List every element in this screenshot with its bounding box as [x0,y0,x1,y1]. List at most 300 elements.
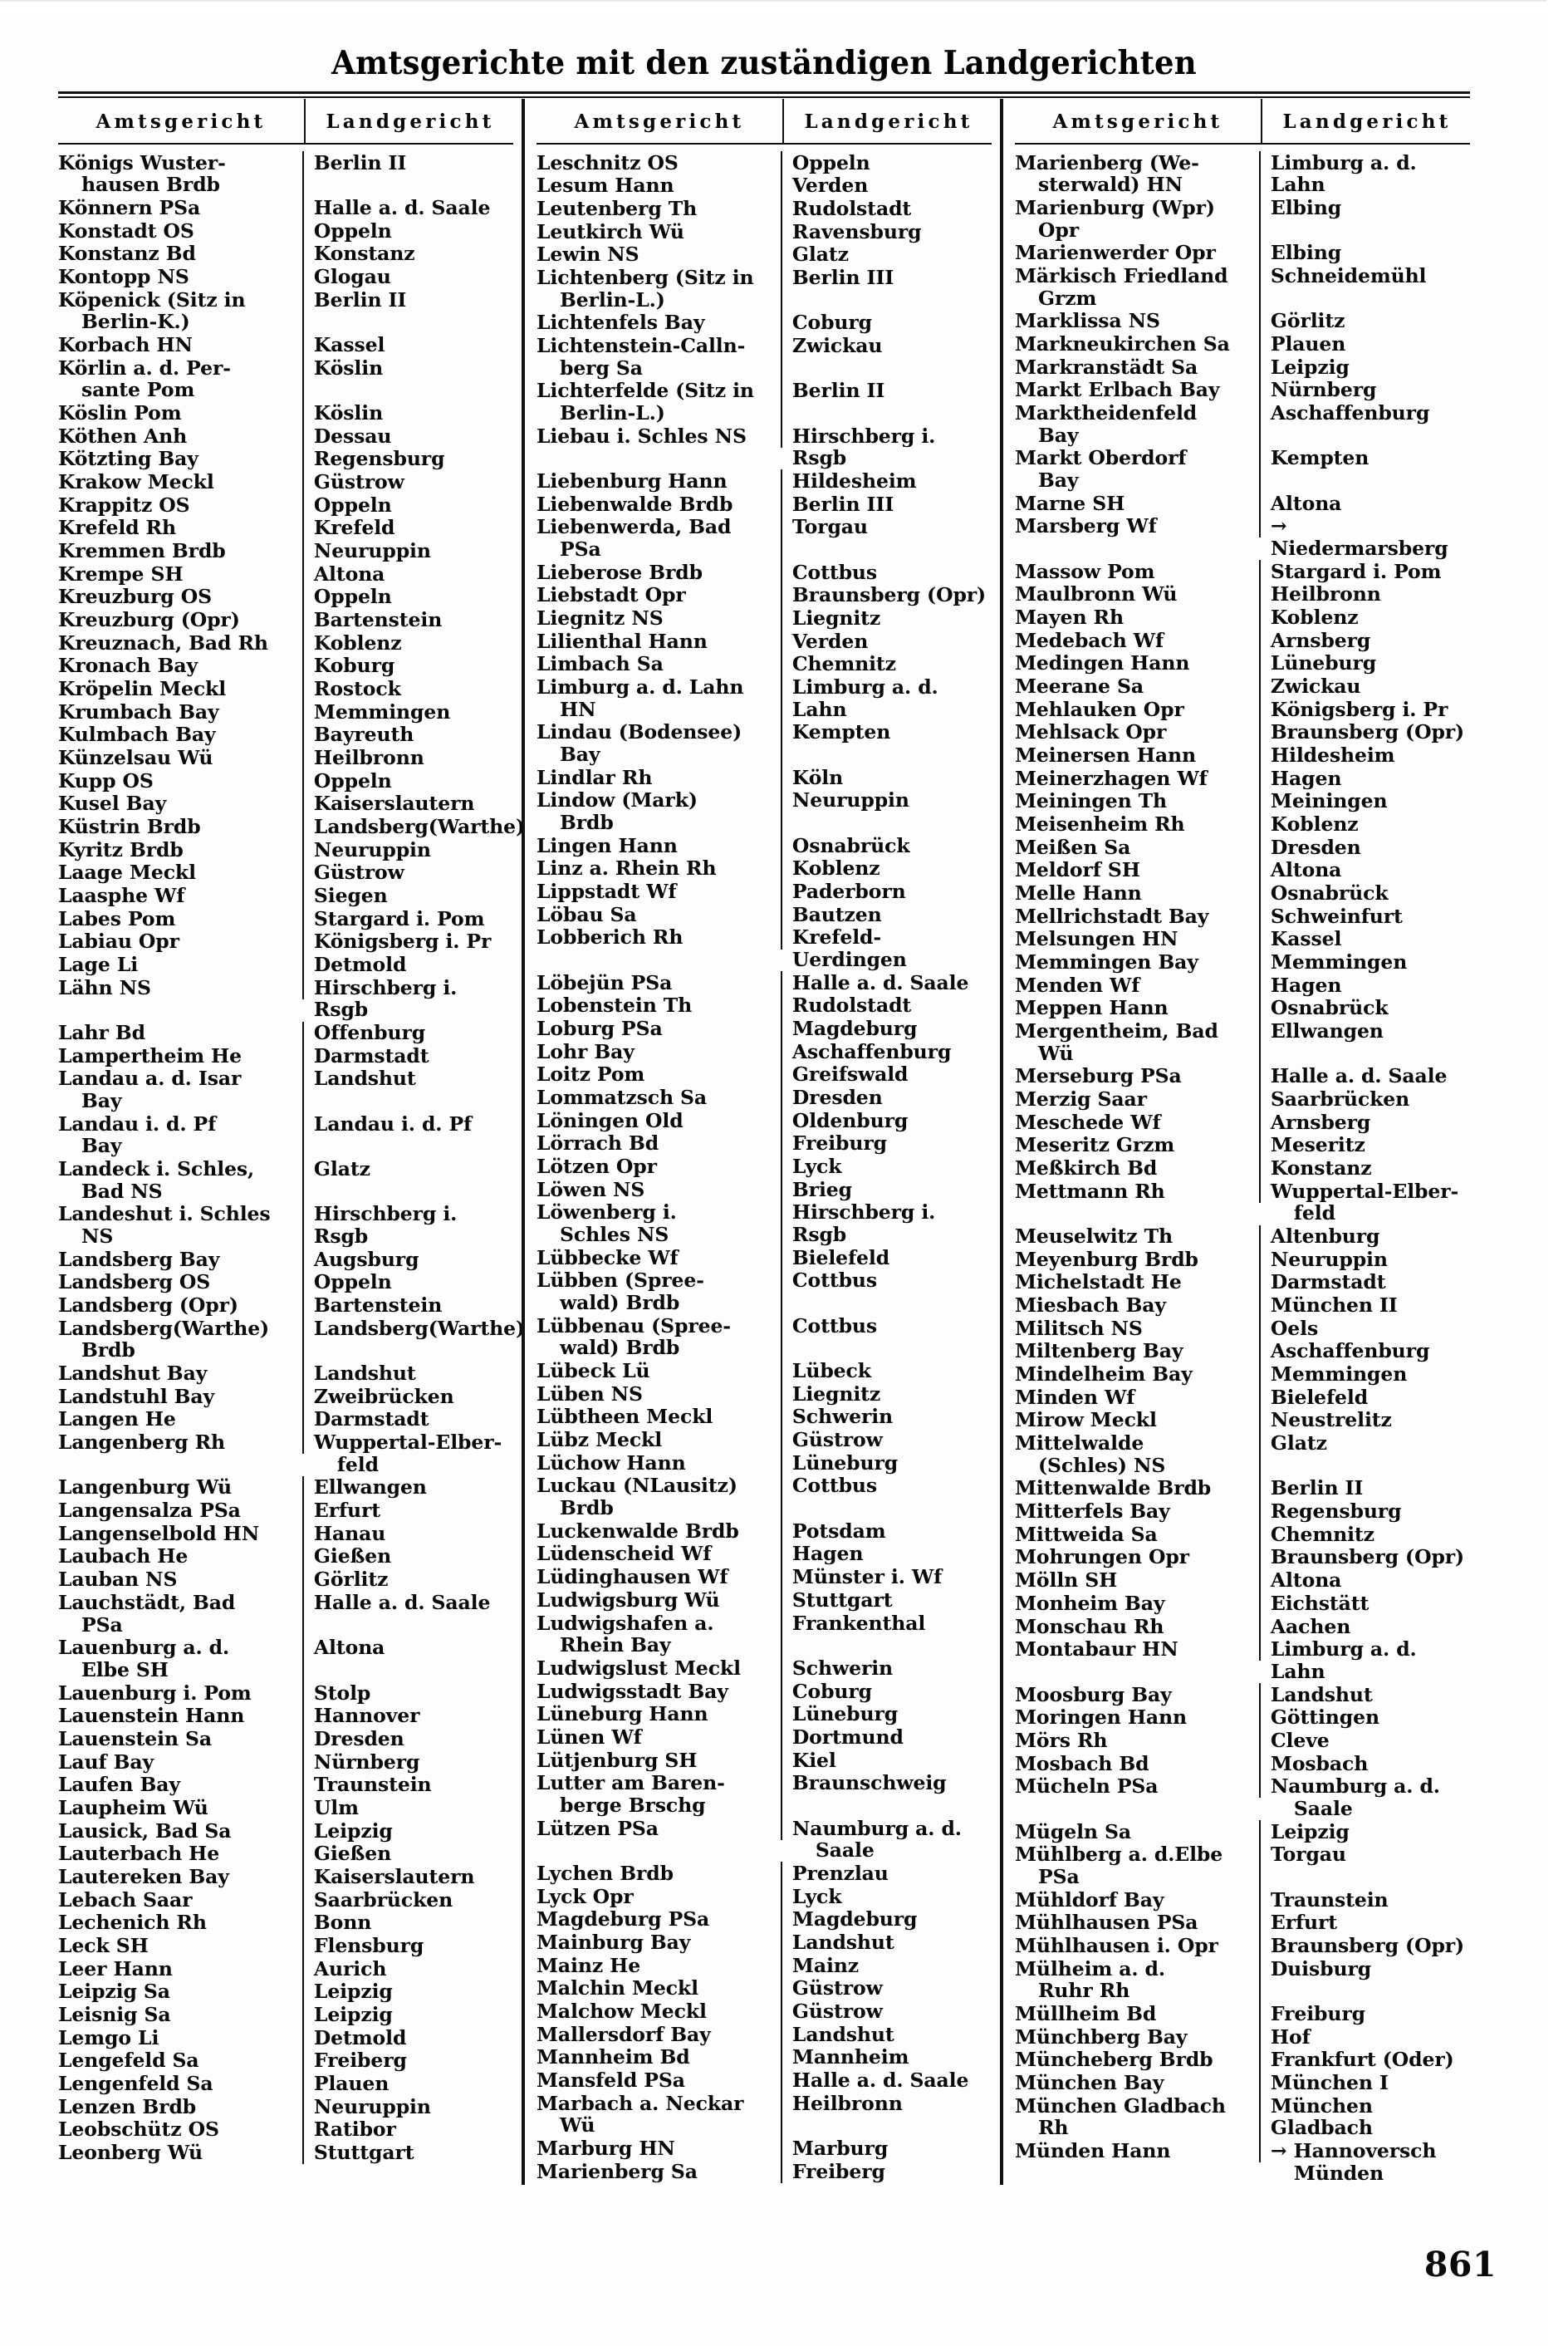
amtsgericht-name [1015,2071,1261,2094]
landgericht-name-line: Bautzen [791,902,882,926]
table-row [537,334,992,379]
landgericht-name [304,1545,513,1568]
landgericht-name-line: Hirschberg i. Rsgb [791,1200,936,1247]
landgericht-name-line: Oppeln [313,585,392,609]
landgericht-name [304,815,525,838]
table-row [58,655,513,678]
landgericht-name-line: Stolp [313,1681,371,1705]
amtsgericht-name-line: Lauchstädt, Bad [58,1590,236,1614]
table-row [58,608,513,631]
table-body [1015,145,1470,2185]
landgericht-name-line: Limburg a. d. Lahn [791,675,938,721]
table-row [58,1865,513,1888]
amtsgericht-name-line: Massow Pom [1015,559,1155,583]
table-row [1015,629,1470,652]
landgericht-name [304,677,513,700]
amtsgericht-name [58,700,304,724]
table-row [1015,560,1470,583]
amtsgericht-name [58,2026,304,2049]
amtsgericht-name [537,903,782,926]
amtsgericht-name-continuation: Berlin-L.) [560,287,665,312]
landgericht-name [304,724,513,747]
landgericht-name [782,2000,992,2023]
amtsgericht-name-line: Michelstadt He [1015,1270,1182,1294]
amtsgericht-name-line: Liebenwalde Brdb [537,492,733,516]
table-row [1015,2094,1470,2139]
landgericht-name [304,333,513,356]
amtsgericht-name [1015,974,1261,997]
table-row [537,1382,992,1406]
table-row [58,1934,513,1957]
table-row [58,1522,513,1545]
column-header-amtsgericht: Amtsgericht [96,110,267,133]
amtsgericht-name-line: Markt Oberdorf [1015,446,1187,470]
landgericht-name-line: Krefeld [313,516,395,540]
landgericht-name-line: Offenburg [313,1021,426,1045]
amtsgericht-name-line: Lieberose Brdb [537,560,703,584]
amtsgericht-name [537,881,782,904]
table-row [1015,1111,1470,1134]
amtsgericht-name-line: Konstanz Bd [58,242,196,266]
amtsgericht-name-continuation: Bay [560,742,600,766]
amtsgericht-name-continuation: sterwald) HN [1038,173,1183,197]
amtsgericht-name [537,266,782,311]
amtsgericht-name-continuation: Berlin-K.) [81,310,190,334]
landgericht-name-line: Gießen [313,1842,392,1866]
landgericht-name-line: Berlin II [1270,1476,1364,1500]
amtsgericht-name-line: Lindlar Rh [537,765,653,789]
amtsgericht-name-line: Landau a. d. Isar [58,1067,242,1091]
amtsgericht-name-line: Landsberg(Warthe) [58,1316,270,1340]
amtsgericht-name [1015,1409,1261,1432]
landgericht-name-line: Magdeburg [791,1907,918,1931]
amtsgericht-name [58,1912,304,1935]
amtsgericht-name-line: Löwenberg i. [537,1200,677,1225]
amtsgericht-name-line: Mitterfels Bay [1015,1499,1170,1524]
amtsgericht-name [58,954,304,977]
amtsgericht-name-line: Mettmann Rh [1015,1179,1165,1203]
table-row [58,288,513,333]
landgericht-name [782,1817,992,1862]
landgericht-name [304,1637,513,1660]
column-header-amtsgericht: Amtsgericht [1052,110,1223,133]
amtsgericht-name-line: Langenburg Wü [58,1475,233,1499]
table-header-row [58,99,513,145]
amtsgericht-name [1015,767,1261,790]
amtsgericht-name [58,151,304,196]
amtsgericht-name [58,1843,304,1866]
amtsgericht-name [1015,1432,1261,1477]
amtsgericht-name [1015,928,1261,951]
amtsgericht-name [537,334,782,379]
table-row [1015,1546,1470,1569]
landgericht-name-line: Kaiserslautern [313,1864,475,1888]
landgericht-name [304,1522,513,1545]
amtsgericht-name-line: Mügeln Sa [1015,1819,1131,1843]
amtsgericht-name [1015,1294,1261,1318]
amtsgericht-name-line: Luckau (NLausitz) [537,1474,737,1498]
landgericht-name [1261,790,1470,813]
table-row [58,1499,513,1523]
landgericht-name [1261,1934,1470,1957]
amtsgericht-name-line: Malchin Meckl [537,1976,698,2000]
landgericht-name-line: Ratibor [313,2118,396,2142]
amtsgericht-name-line: Leonberg Wü [58,2140,203,2164]
landgericht-name [1261,836,1470,859]
amtsgericht-name-line: Mindelheim Bay [1015,1362,1193,1386]
landgericht-name [304,1912,513,1935]
table-row [58,631,513,655]
amtsgericht-name-line: Lengefeld Sa [58,2049,199,2073]
table-row [1015,1752,1470,1775]
amtsgericht-name-line: Lohr Bay [537,1039,635,1063]
landgericht-name-line: → Hannoversch [1270,2138,1437,2162]
landgericht-name [782,2092,992,2115]
amtsgericht-name [58,1499,304,1523]
table-row [1015,836,1470,859]
amtsgericht-name-line: Kusel Bay [58,792,167,816]
landgericht-name [782,1063,992,1087]
amtsgericht-name [537,1749,782,1772]
amtsgericht-name-line: Mühlhausen i. Opr [1015,1933,1218,1957]
amtsgericht-name-continuation: berge Brschg [560,1793,706,1817]
landgericht-name-line: Eichstätt [1270,1591,1370,1615]
table-row [537,425,992,469]
landgericht-name-line: Landshut [791,2022,894,2046]
landgericht-name [782,1201,992,1246]
landgericht-name [304,746,513,769]
landgericht-name [304,493,513,517]
landgericht-name [782,834,992,857]
landgericht-name [1261,447,1470,470]
amtsgericht-name-line: Lyck Opr [537,1884,634,1908]
table-row [537,1680,992,1703]
landgericht-name-line: Braunschweig [791,1771,947,1795]
amtsgericht-name-line: Münchberg Bay [1015,2025,1188,2049]
amtsgericht-name [1015,882,1261,906]
amtsgericht-name-line: Löwen NS [537,1177,645,1201]
landgericht-name-line: Heilbronn [313,745,424,769]
landgericht-name-line: Hildesheim [1270,743,1395,767]
amtsgericht-name-line: Meiningen Th [1015,789,1168,813]
landgericht-name [1261,1729,1470,1752]
table-row [537,516,992,561]
table-row [1015,1500,1470,1524]
landgericht-name-line: Köslin [313,356,384,380]
amtsgericht-name-line: Laage Meckl [58,861,196,885]
amtsgericht-name [58,815,304,838]
landgericht-name-continuation: feld [1293,1201,1335,1225]
column-header-landgericht: Landgericht [304,99,515,143]
amtsgericht-name [1015,951,1261,974]
amtsgericht-name [537,584,782,607]
amtsgericht-name [1015,515,1261,538]
amtsgericht-name-line: Luckenwalde Brdb [537,1519,739,1543]
landgericht-name-line: Oppeln [791,150,870,174]
landgericht-name [1261,1820,1470,1843]
landgericht-name-line: Darmstadt [1270,1270,1386,1294]
amtsgericht-name [58,1681,304,1705]
amtsgericht-name [537,1703,782,1726]
amtsgericht-name [58,265,304,288]
landgericht-name-line: Glogau [313,264,391,288]
table-row [1015,264,1470,309]
landgericht-name-line: Hirschberg i. Rsgb [791,424,936,470]
landgericht-name [782,1451,992,1475]
amtsgericht-name [537,971,782,994]
landgericht-name [1261,882,1470,906]
amtsgericht-name-line: Künzelsau Wü [58,745,213,769]
amtsgericht-name-line: Mittelwalde [1015,1431,1144,1455]
table-row [537,1908,992,1931]
table-row [537,2046,992,2069]
table-row [1015,1340,1470,1363]
landgericht-name [782,584,992,607]
table-row [58,1158,513,1203]
landgericht-name-line: Meiningen [1270,789,1388,813]
amtsgericht-name [537,606,782,630]
landgericht-name [782,1429,992,1452]
amtsgericht-name-line: Liegnitz NS [537,606,664,630]
column-header-landgericht: Landgericht [782,99,993,143]
amtsgericht-name-line: Langen He [58,1407,176,1431]
amtsgericht-name [537,1862,782,1885]
landgericht-name [782,2023,992,2046]
landgericht-name [304,1067,513,1091]
landgericht-name-line: Flensburg [313,1933,424,1957]
landgericht-name-line: Limburg a. d. Lahn [1270,1637,1417,1683]
amtsgericht-name-line: Ludwigshafen a. [537,1611,714,1635]
table-row [58,2003,513,2026]
amtsgericht-name-line: Lechenich Rh [58,1911,207,1935]
amtsgericht-name-line: Mansfeld PSa [537,2068,685,2092]
amtsgericht-name-line: Ludwigslust Meckl [537,1656,741,1680]
table-row [1015,1820,1470,1843]
table-row [537,926,992,971]
amtsgericht-name [58,196,304,219]
amtsgericht-name [537,1156,782,1179]
amtsgericht-name-line: Markneukirchen Sa [1015,331,1230,356]
table-row [1015,2049,1470,2072]
amtsgericht-name-line: Meisenheim Rh [1015,812,1185,836]
table-row [1015,606,1470,629]
table-row [537,1087,992,1110]
amtsgericht-name-line: Landstuhl Bay [58,1384,215,1408]
amtsgericht-name-line: Mühlberg a. d.Elbe [1015,1843,1223,1867]
landgericht-name [782,1680,992,1703]
landgericht-name-line: Hirschberg i. Rsgb [313,1202,458,1249]
landgericht-name-line: Greifswald [791,1063,909,1087]
amtsgericht-name-line: Meschede Wf [1015,1110,1161,1134]
table-row [537,174,992,198]
amtsgericht-name-line: Laubach He [58,1544,189,1568]
amtsgericht-name-line: Leutkirch Wü [537,219,684,243]
amtsgericht-name [58,746,304,769]
landgericht-name [304,1431,513,1476]
amtsgericht-name-line: Köpenick (Sitz in [58,287,246,312]
landgericht-name [782,994,992,1018]
amtsgericht-name-continuation: Wü [1038,1041,1074,1065]
amtsgericht-name-line: Lage Li [58,953,139,977]
amtsgericht-name-line: Marienburg (Wpr) [1015,195,1215,219]
landgericht-name-line: Prenzlau [791,1861,889,1885]
table-row [1015,1248,1470,1271]
amtsgericht-name-line: Marklissa NS [1015,309,1160,333]
amtsgericht-name-line: Lauenburg i. Pom [58,1681,252,1705]
landgericht-name [1261,242,1470,265]
landgericht-name [1261,2139,1470,2184]
amtsgericht-name [1015,356,1261,379]
amtsgericht-name [1015,1569,1261,1593]
landgericht-name [1261,310,1470,333]
table-row [537,1040,992,1063]
scan-edge-top [0,0,1568,13]
table-row [58,1316,525,1362]
amtsgericht-name-continuation: Brdb [560,1496,614,1520]
amtsgericht-name-continuation: Rh [1038,2116,1069,2140]
table-row [537,1109,992,1132]
amtsgericht-name-continuation: Brdb [81,1338,135,1362]
table-row [537,1156,992,1179]
landgericht-name-line: Verden [791,629,869,653]
table-row [1015,151,1470,196]
table-header-row [1015,99,1470,145]
amtsgericht-name-line: München Bay [1015,2070,1164,2094]
landgericht-name-line: Altona [1270,491,1342,515]
table-row [58,1843,513,1866]
landgericht-name [304,1408,513,1431]
landgericht-name-line: München I [1270,2070,1389,2094]
amtsgericht-name-line: Meuselwitz Th [1015,1225,1173,1249]
amtsgericht-name-line: Limburg a. d. Lahn [537,675,744,699]
landgericht-name-line: Bayreuth [313,723,414,747]
amtsgericht-name-line: Kreuzburg (Opr) [58,607,240,631]
landgericht-name-line: Neustrelitz [1270,1408,1392,1432]
amtsgericht-name-line: Mühlhausen PSa [1015,1911,1198,1935]
table-row [1015,882,1470,906]
landgericht-name [1261,1957,1470,1980]
amtsgericht-name [1015,859,1261,882]
amtsgericht-name [1015,1592,1261,1615]
amtsgericht-name [58,1934,304,1957]
landgericht-name-line: Bartenstein [313,607,443,631]
amtsgericht-name-line: Lommatzsch Sa [537,1086,708,1110]
landgericht-name-line: Neuruppin [313,538,431,562]
table-row [1015,196,1470,241]
landgericht-name [1261,859,1470,882]
amtsgericht-name-line: Kreuznach, Bad Rh [58,631,268,655]
table-row [1015,1638,1470,1683]
landgericht-name [304,2049,513,2073]
landgericht-name-line: Braunsberg (Opr) [791,583,987,607]
table-row [537,971,992,994]
landgericht-name [1261,1752,1470,1775]
amtsgericht-name-line: Lauenburg a. d. [58,1636,230,1660]
landgericht-name [1261,1615,1470,1638]
amtsgericht-name [58,2049,304,2073]
amtsgericht-name [58,448,304,471]
landgericht-name-continuation: Saale [1293,1796,1353,1820]
table-row [537,766,992,789]
amtsgericht-name-line: Lichtenstein-Calln- [537,333,746,357]
amtsgericht-name [1015,836,1261,859]
landgericht-name [1261,1157,1470,1180]
table-row [537,1977,992,2000]
amtsgericht-name-continuation: Elbe SH [81,1657,169,1681]
landgericht-name [782,903,992,926]
landgericht-name-line: Detmold [313,953,407,977]
amtsgericht-name-line: Löbejün PSa [537,970,673,994]
table-row [1015,1775,1470,1820]
landgericht-name-line: Magdeburg [791,1017,918,1041]
amtsgericht-name-line: Marne SH [1015,491,1125,515]
landgericht-name-line: Konstanz [1270,1156,1372,1180]
table-row [58,2118,513,2142]
landgericht-name [1261,744,1470,767]
landgericht-name-line: Bielefeld [791,1245,890,1269]
amtsgericht-name-line: Monschau Rh [1015,1614,1164,1638]
amtsgericht-name-line: Mosbach Bd [1015,1751,1149,1775]
amtsgericht-name-continuation: Bad NS [81,1179,163,1203]
amtsgericht-name [537,789,782,834]
amtsgericht-name [1015,1111,1261,1134]
table-row [58,677,513,700]
landgericht-name-line: Frankfurt (Oder) [1270,2048,1454,2072]
landgericht-name [1261,264,1470,287]
table-row [537,1246,992,1269]
landgericht-name [782,1360,992,1383]
landgericht-name-line: Ulm [313,1795,359,1819]
amtsgericht-name [58,356,304,401]
landgericht-name [304,2003,513,2026]
landgericht-name-line: Zweibrücken [313,1384,454,1408]
landgericht-name-line: Augsburg [313,1247,419,1271]
amtsgericht-name-line: Laufen Bay [58,1773,180,1797]
landgericht-name-line: Halle a. d. Saale [313,195,491,219]
amtsgericht-name-line: Lewin NS [537,243,639,267]
amtsgericht-name [58,769,304,793]
amtsgericht-name-line: Lenzen Brdb [58,2094,197,2118]
amtsgericht-name-line: Lüdinghausen Wf [537,1565,728,1589]
landgericht-name [304,930,513,954]
landgericht-name-line: Hannover [313,1704,420,1728]
table-row [537,1018,992,1041]
landgericht-name [782,1314,992,1337]
landgericht-name-line: Mainz [791,1953,860,1977]
table-row [58,1385,513,1408]
table-row [537,2023,992,2046]
amtsgericht-name [537,493,782,516]
table-row [537,1749,992,1772]
amtsgericht-name-line: Lindow (Mark) [537,788,698,812]
amtsgericht-name [58,655,304,678]
landgericht-name [782,653,992,676]
amtsgericht-name [537,469,782,493]
landgericht-name-line: Leipzig [313,1980,393,2004]
amtsgericht-name-line: Loburg PSa [537,1017,663,1041]
amtsgericht-name-line: Landau i. d. Pf [58,1112,217,1136]
amtsgericht-name [1015,1706,1261,1730]
table-row [58,1294,513,1318]
amtsgericht-name-continuation: sante Pom [81,378,195,402]
landgericht-name-line: Münster i. Wf [791,1565,943,1589]
court-column-block [1000,99,1470,2185]
landgericht-name [1261,2049,1470,2072]
table-row [1015,905,1470,928]
amtsgericht-name-line: Meinerzhagen Wf [1015,766,1208,790]
amtsgericht-name-continuation: Bay [81,1134,122,1158]
amtsgericht-name [58,1637,304,1681]
